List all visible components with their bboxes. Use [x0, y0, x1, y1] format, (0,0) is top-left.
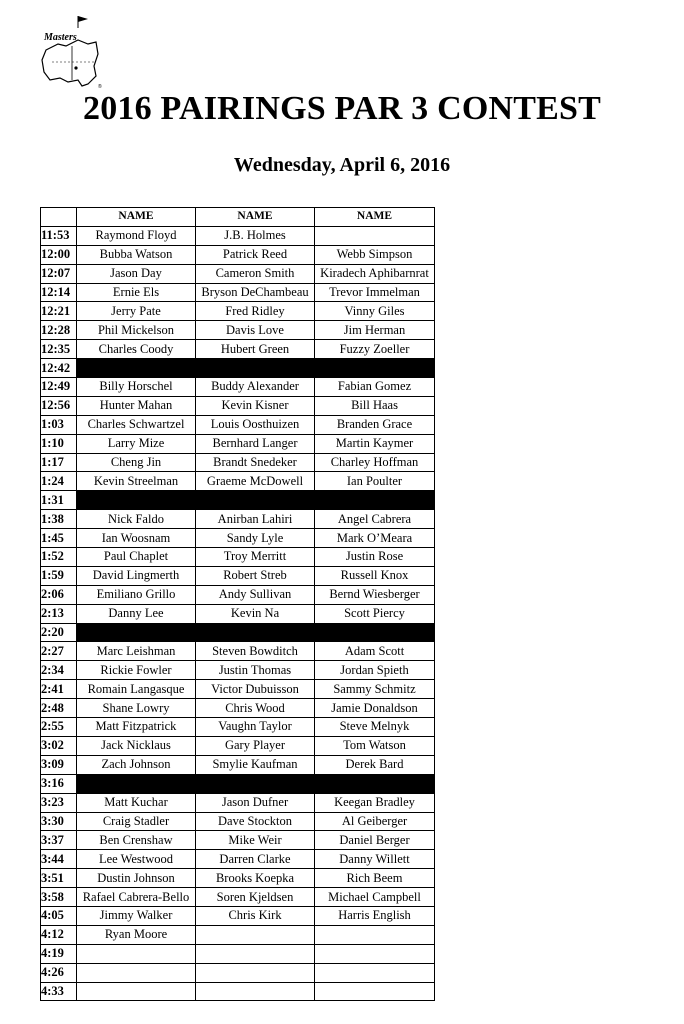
tee-time: 12:00 [41, 245, 77, 264]
player-name: Fabian Gomez [315, 378, 435, 397]
player-name [77, 982, 196, 1001]
player-name [196, 982, 315, 1001]
player-name: Smylie Kaufman [196, 755, 315, 774]
player-name: Kevin Na [196, 604, 315, 623]
table-row [41, 302, 435, 321]
tee-time: 3:30 [41, 812, 77, 831]
player-name: Troy Merritt [196, 548, 315, 567]
player-name: Jim Herman [315, 321, 435, 340]
player-name: Paul Chaplet [77, 548, 196, 567]
pairings-table [40, 207, 435, 1001]
player-name: Anirban Lahiri [196, 510, 315, 529]
table-row [41, 321, 435, 340]
tee-time: 12:35 [41, 340, 77, 359]
tee-time: 2:41 [41, 680, 77, 699]
player-name: Jason Dufner [196, 793, 315, 812]
player-name: Matt Kuchar [77, 793, 196, 812]
break-bar [77, 359, 435, 378]
player-name: Kevin Streelman [77, 472, 196, 491]
table-row [41, 264, 435, 283]
tee-time: 12:14 [41, 283, 77, 302]
tee-time: 2:06 [41, 585, 77, 604]
player-name [196, 963, 315, 982]
time-column-header [41, 208, 77, 227]
player-name: Davis Love [196, 321, 315, 340]
player-name: Louis Oosthuizen [196, 415, 315, 434]
tee-time: 2:48 [41, 699, 77, 718]
player-name: Bill Haas [315, 396, 435, 415]
table-row [41, 850, 435, 869]
player-name [196, 925, 315, 944]
player-name: Jamie Donaldson [315, 699, 435, 718]
player-name: Martin Kaymer [315, 434, 435, 453]
player-name: Rich Beem [315, 869, 435, 888]
player-name: Darren Clarke [196, 850, 315, 869]
player-name: Keegan Bradley [315, 793, 435, 812]
tee-time: 4:19 [41, 944, 77, 963]
tee-time: 12:21 [41, 302, 77, 321]
player-name: Russell Knox [315, 566, 435, 585]
player-name: J.B. Holmes [196, 226, 315, 245]
table-row [41, 396, 435, 415]
player-name: Michael Campbell [315, 888, 435, 907]
name-column-header: NAME [77, 208, 196, 227]
break-bar [77, 491, 435, 510]
player-name: Adam Scott [315, 642, 435, 661]
player-name [77, 944, 196, 963]
tee-time: 2:20 [41, 623, 77, 642]
table-row [41, 925, 435, 944]
player-name: Nick Faldo [77, 510, 196, 529]
tee-time: 12:28 [41, 321, 77, 340]
player-name: Chris Wood [196, 699, 315, 718]
break-row [41, 491, 435, 510]
tee-time: 1:45 [41, 529, 77, 548]
table-row [41, 793, 435, 812]
player-name: Ben Crenshaw [77, 831, 196, 850]
page-title: 2016 PAIRINGS PAR 3 CONTEST [83, 90, 601, 127]
table-row [41, 415, 435, 434]
table-row [41, 906, 435, 925]
player-name: Emiliano Grillo [77, 585, 196, 604]
player-name: Victor Dubuisson [196, 680, 315, 699]
player-name: Charles Schwartzel [77, 415, 196, 434]
table-row [41, 453, 435, 472]
player-name: Marc Leishman [77, 642, 196, 661]
player-name: Ryan Moore [77, 925, 196, 944]
player-name: Jordan Spieth [315, 661, 435, 680]
player-name: Fred Ridley [196, 302, 315, 321]
player-name: Mike Weir [196, 831, 315, 850]
table-row [41, 982, 435, 1001]
tee-time: 3:51 [41, 869, 77, 888]
player-name [315, 963, 435, 982]
player-name: Larry Mize [77, 434, 196, 453]
player-name: Ian Woosnam [77, 529, 196, 548]
table-row [41, 736, 435, 755]
tee-time: 3:23 [41, 793, 77, 812]
player-name: Buddy Alexander [196, 378, 315, 397]
table-row [41, 434, 435, 453]
player-name: Al Geiberger [315, 812, 435, 831]
player-name: Angel Cabrera [315, 510, 435, 529]
table-row [41, 510, 435, 529]
name-column-header: NAME [315, 208, 435, 227]
masters-logo [38, 14, 102, 92]
tee-time: 12:42 [41, 359, 77, 378]
tee-time: 3:02 [41, 736, 77, 755]
table-row [41, 869, 435, 888]
player-name: Danny Lee [77, 604, 196, 623]
player-name: Harris English [315, 906, 435, 925]
table-row [41, 755, 435, 774]
tee-time: 11:53 [41, 226, 77, 245]
svg-text:®: ® [98, 84, 102, 90]
table-row [41, 340, 435, 359]
player-name: Brooks Koepka [196, 869, 315, 888]
table-row [41, 944, 435, 963]
player-name: Craig Stadler [77, 812, 196, 831]
player-name: Chris Kirk [196, 906, 315, 925]
player-name: Steven Bowditch [196, 642, 315, 661]
masters-map-icon [38, 14, 102, 92]
player-name: Daniel Berger [315, 831, 435, 850]
break-row [41, 623, 435, 642]
break-bar [77, 623, 435, 642]
tee-time: 12:49 [41, 378, 77, 397]
tee-time: 2:34 [41, 661, 77, 680]
table-row [41, 699, 435, 718]
player-name: Graeme McDowell [196, 472, 315, 491]
tee-time: 12:56 [41, 396, 77, 415]
table-row [41, 661, 435, 680]
player-name: Kevin Kisner [196, 396, 315, 415]
table-row [41, 604, 435, 623]
player-name: Bernd Wiesberger [315, 585, 435, 604]
tee-time: 3:37 [41, 831, 77, 850]
table-row [41, 472, 435, 491]
player-name: Derek Bard [315, 755, 435, 774]
player-name: Vaughn Taylor [196, 718, 315, 737]
player-name: Shane Lowry [77, 699, 196, 718]
player-name: Fuzzy Zoeller [315, 340, 435, 359]
tee-time: 2:27 [41, 642, 77, 661]
player-name: Cameron Smith [196, 264, 315, 283]
player-name: Romain Langasque [77, 680, 196, 699]
player-name: Cheng Jin [77, 453, 196, 472]
table-row [41, 529, 435, 548]
table-row [41, 680, 435, 699]
page-subtitle: Wednesday, April 6, 2016 [233, 154, 451, 176]
masters-script-text: Masters [44, 32, 77, 43]
table-row [41, 831, 435, 850]
player-name: Charles Coody [77, 340, 196, 359]
player-name: Raymond Floyd [77, 226, 196, 245]
player-name: Soren Kjeldsen [196, 888, 315, 907]
player-name: Rickie Fowler [77, 661, 196, 680]
player-name: Kiradech Aphibarnrat [315, 264, 435, 283]
player-name: Lee Westwood [77, 850, 196, 869]
player-name: David Lingmerth [77, 566, 196, 585]
tee-time: 4:26 [41, 963, 77, 982]
player-name [315, 226, 435, 245]
name-column-header: NAME [196, 208, 315, 227]
player-name: Billy Horschel [77, 378, 196, 397]
player-name: Vinny Giles [315, 302, 435, 321]
table-row [41, 378, 435, 397]
player-name: Hunter Mahan [77, 396, 196, 415]
player-name: Branden Grace [315, 415, 435, 434]
table-row [41, 245, 435, 264]
player-name: Justin Thomas [196, 661, 315, 680]
player-name: Dave Stockton [196, 812, 315, 831]
player-name: Trevor Immelman [315, 283, 435, 302]
player-name: Webb Simpson [315, 245, 435, 264]
tee-time: 1:31 [41, 491, 77, 510]
player-name: Danny Willett [315, 850, 435, 869]
table-row [41, 226, 435, 245]
player-name: Bryson DeChambeau [196, 283, 315, 302]
tee-time: 2:55 [41, 718, 77, 737]
player-name: Justin Rose [315, 548, 435, 567]
player-name: Sammy Schmitz [315, 680, 435, 699]
tee-time: 1:52 [41, 548, 77, 567]
table-row [41, 963, 435, 982]
header-row [41, 208, 435, 227]
player-name: Ian Poulter [315, 472, 435, 491]
player-name [77, 963, 196, 982]
player-name: Phil Mickelson [77, 321, 196, 340]
player-name [196, 944, 315, 963]
tee-time: 1:24 [41, 472, 77, 491]
table-row [41, 812, 435, 831]
tee-time: 4:05 [41, 906, 77, 925]
player-name: Patrick Reed [196, 245, 315, 264]
table-row [41, 283, 435, 302]
table-row [41, 566, 435, 585]
player-name: Bubba Watson [77, 245, 196, 264]
player-name: Scott Piercy [315, 604, 435, 623]
player-name: Matt Fitzpatrick [77, 718, 196, 737]
break-bar [77, 774, 435, 793]
table-row [41, 585, 435, 604]
player-name: Jimmy Walker [77, 906, 196, 925]
player-name: Hubert Green [196, 340, 315, 359]
player-name: Tom Watson [315, 736, 435, 755]
player-name: Ernie Els [77, 283, 196, 302]
player-name [315, 944, 435, 963]
tee-time: 2:13 [41, 604, 77, 623]
player-name: Charley Hoffman [315, 453, 435, 472]
player-name: Sandy Lyle [196, 529, 315, 548]
tee-time: 1:38 [41, 510, 77, 529]
tee-time: 1:10 [41, 434, 77, 453]
tee-time: 1:17 [41, 453, 77, 472]
player-name: Andy Sullivan [196, 585, 315, 604]
tee-time: 3:44 [41, 850, 77, 869]
player-name: Jack Nicklaus [77, 736, 196, 755]
player-name: Brandt Snedeker [196, 453, 315, 472]
player-name [315, 982, 435, 1001]
player-name [315, 925, 435, 944]
tee-time: 3:58 [41, 888, 77, 907]
player-name: Gary Player [196, 736, 315, 755]
break-row [41, 359, 435, 378]
tee-time: 12:07 [41, 264, 77, 283]
player-name: Rafael Cabrera-Bello [77, 888, 196, 907]
table-row [41, 642, 435, 661]
player-name: Robert Streb [196, 566, 315, 585]
player-name: Mark O’Meara [315, 529, 435, 548]
player-name: Jerry Pate [77, 302, 196, 321]
tee-time: 4:12 [41, 925, 77, 944]
break-row [41, 774, 435, 793]
player-name: Dustin Johnson [77, 869, 196, 888]
tee-time: 3:09 [41, 755, 77, 774]
tee-time: 1:03 [41, 415, 77, 434]
table-row [41, 718, 435, 737]
player-name: Bernhard Langer [196, 434, 315, 453]
player-name: Jason Day [77, 264, 196, 283]
player-name: Steve Melnyk [315, 718, 435, 737]
tee-time: 1:59 [41, 566, 77, 585]
table-row [41, 548, 435, 567]
tee-time: 3:16 [41, 774, 77, 793]
tee-time: 4:33 [41, 982, 77, 1001]
table-row [41, 888, 435, 907]
player-name: Zach Johnson [77, 755, 196, 774]
